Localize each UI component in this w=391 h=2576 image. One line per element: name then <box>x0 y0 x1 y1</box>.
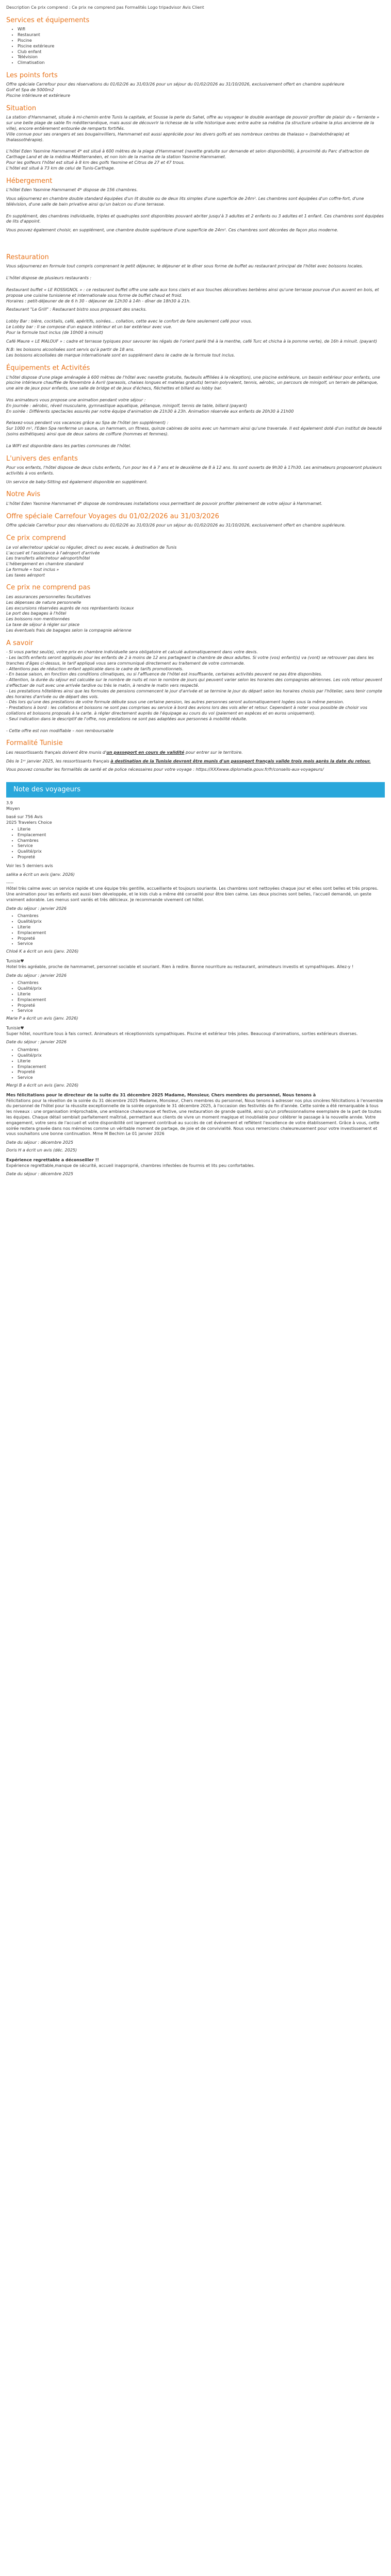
list-item: L'accueil et l'assistance à l'aéroport d'arrivée <box>6 550 100 555</box>
restauration-title: Restauration <box>6 253 49 261</box>
restauration-text: Vous séjournerez en formule tout compris comprenant le petit déjeuner, le déjeuner et le dîner sous forme de buffet au restaurant principal de l'hôtel avec boissons locales. <box>6 264 364 269</box>
loisirs-text: En journée : aérobic, réveil musculaire, gymnastique aquatique, pétanque, minigolf, tennis de table, billard (payant) <box>6 403 247 408</box>
notes-header: Note des voyageurs <box>6 782 385 798</box>
review-date: Date du séjour : janvier 2026 <box>6 973 67 978</box>
page <box>0 0 391 1185</box>
services-title: Services et équipements <box>6 16 90 24</box>
list-item: • Literie <box>18 1059 385 1064</box>
services-section <box>6 16 385 66</box>
review-criteria <box>6 1047 385 1081</box>
list-item: • Propreté <box>18 1003 385 1009</box>
list-item: • Propreté <box>18 936 385 942</box>
restauration-text: N.B: les boissons alcoolisées sont servis qu'à partir de 18 ans. <box>6 347 135 352</box>
list-item: • Club enfant <box>18 49 385 55</box>
restauration-text: Horaires : petit-déjeuner de de 6 h 30 - déjeuner de 12h30 à 14h - dîner de 18h30 à 21h. <box>6 298 191 303</box>
list-item: • Qualité/prix <box>18 919 385 925</box>
list-item: • Qualité/prix <box>18 849 385 855</box>
restauration-text: Le Lobby bar : Il se compose d'un espace intérieur et un bar extérieur avec vue. <box>6 325 172 330</box>
formalite-text: Les ressortissants français doivent être munis d'un passeport en cours de validité pour entrer sur le territoire. <box>6 750 243 755</box>
list-item: • Service <box>18 843 385 849</box>
review-body: Expérience regrettable,manque de sécurité, accueil inapproprié, chambres infestées de fourmis et lits peu confortables. <box>6 1163 255 1168</box>
list-item: Les éventuels frais de bagages selon la compagnie aérienne <box>6 628 132 633</box>
criteria-list <box>6 827 385 860</box>
comprend-section <box>6 534 385 578</box>
review-body: Félicitations pour la réveillon de la soirée du 31 décembre 2025 Madame, Monsieur, Chers membres du personnel, Nous tenons à adresser nos plus sincères félicitations à l'ensemble du personnel de l'hôtel pour la réussite exceptionnelle de la soirée organisée le 31 décembre 2025, à l'occasion des festivités de fin d'année. Cette soirée a été remarquable à tous les niveaux : une organisation irréprochable, une ambiance chaleureuse et festive, une restauration de grande qualité, ainsi qu'un professionnalisme exemplaire de la part de toutes les équipes. Chaque détail semblait parfaitement maîtrisé, permettant aux clients de vivre un moment magique et inoubliable pour célébrer le passage à la nouvelle année. Votre engagement, votre sens de l'accueil et votre disponibilité ont largement contribué au succès de cet événement et reflètent l'excellence de votre établissement. Grâce à vous, cette soirée restera gravée dans nos mémoires comme un véritable moment de partage, de joie et de convivialité. Nous vous remercions chaleureusement pour votre investissement et vous souhaitons une bonne continuation. Mme M Bechim Le 01 janvier 2026 <box>6 1098 383 1137</box>
list-item: - Prestations à bord : les collations et boissons ne sont pas comprises au service à bord des avions lors des vols aller et retour. Cependant à noter vous possible de choisir vos collations et boissons proposés à la carte. à régler directement auprès de l'équipage au cours du vol (paiement en espèces et en euros uniquement). <box>6 705 367 716</box>
services-list <box>6 27 385 66</box>
points-forts-text: Piscine intérieure et extérieure <box>6 93 71 98</box>
formalite-section <box>6 739 385 773</box>
list-item: • Chambres <box>18 1047 385 1053</box>
review-date: Date du séjour : janvier 2026 <box>6 906 67 911</box>
points-forts-text: Golf et Spa de 5000m2 <box>6 88 54 93</box>
list-item: Les taxes aéroport <box>6 572 45 578</box>
review <box>6 1158 385 1177</box>
loisirs-text: Relaxez-vous pendant vos vacances grâce au Spa de l'hôtel (en supplément) : <box>6 420 169 426</box>
hebergement-text: Vous séjournerez en chambre double standard équipées d'un lit double ou de deux lits simples d'une superficie de 24m². Les chambres sont équipées d'un coffre-fort, d'une télévision, d'une salle de bain privative ainsi qu'un balcon ou d'une terrasse. <box>6 196 364 207</box>
review-title: Expérience regrettable a déconseiller !! <box>6 1157 99 1162</box>
formalite-link[interactable]: Vous pouvez consulter les formalités de santé et de police nécessaires pour votre voyage : https://XXXwww.diplomatie.gouv.fr/fr/conseils-aux-voyageurs/ <box>6 767 324 772</box>
offre-section <box>6 512 385 529</box>
situation-text: La station d'Hammamet, située à mi-chemin entre Tunis la capitale, et Sousse la perle du Sahel, offre au voyageur le double avantage de pouvoir profiter de plaisir du « farniente » sur une belle plage de sable fin méditerranéique, mais aussi de découvrir la richesse de la ville historique avec entre autre sa médina (la structure urbaine la plus ancienne de la ville), encore entièrement entourée de remparts fortifiés. <box>6 115 380 131</box>
list-item: - Seul indication dans le descriptif de l'offre, nos prestations ne sont pas adaptées aux personnes à mobilité réduite. <box>6 716 248 721</box>
list-item: • Emplacement <box>18 997 385 1003</box>
list-item: • Literie <box>18 925 385 930</box>
enfants-text: Pour vos enfants, l'hôtel dispose de deux clubs enfants, l'un pour les 4 à 7 ans et le deuxième de 8 à 12 ans. Ils sont ouverts de 9h30 à 17h30. Les animateurs proposeront plusieurs activités à vos enfants. <box>6 465 382 476</box>
points-forts-section <box>6 71 385 99</box>
list-item: • Service <box>18 1008 385 1014</box>
restauration-text: Restaurant "Le Grill" : Restaurant bistro sous proposant des snacks. <box>6 307 147 312</box>
formalite-title: Formalité Tunisie <box>6 739 63 748</box>
list-item: - Les lactifs enfants seront appliqués pour les enfants de 2 à moins de 12 ans partageant la chambre de deux adultes. Si votre (vos) enfant(s) va (vont) se retrouver pas dans les tranches d'âges ci-dessus, le tarif appliqué vous sera communiqué directement au traitement de votre commande. <box>6 655 374 666</box>
review-body: Super hôtel, nourriture tous à fais correct. Animateurs et réceptionnists sympathiques. Piscine et extérieur très jolies. Beaucoup d'animations, sorties extérieurs diverses. <box>6 1031 358 1036</box>
review <box>6 886 385 955</box>
review-author: salika a écrit un avis (janv. 2026) <box>6 872 75 877</box>
list-item: - Les prestations hôtelières ainsi que les formules de pensions commencent le jour d'arrivée et se termine le jour du départ selon les horaires choisis par l'hôtelier, sans tenir compte des horaires d'arrivée ou de départ des vols. <box>6 688 382 699</box>
review-author: Marie P a écrit un avis (janv. 2026) <box>6 1016 78 1021</box>
review-body: Hotel très agréable, proche de hammamet, personnel sociable et souriant. Rien à redire. Bonne nourriture au restaurant, animateurs investis et sympathiques. Allez-y ! <box>6 964 354 969</box>
restauration-text: Lobby Bar : bière, cocktails, café, apéritifs, soirées... collation, cette avec le confort de faire seulement café pour vous. <box>6 319 252 324</box>
list-item: • Emplacement <box>18 833 385 838</box>
hebergement-section <box>6 177 385 233</box>
list-item: • Restaurant <box>18 32 385 38</box>
based-on-text: basé sur 756 Avis <box>6 815 43 820</box>
avis-text: L'hôtel Eden Yasmine Hammamet 4* dispose de nombreuses installations vous permettant de pouvoir profiter pleinement de votre séjour à Hammamet. <box>6 501 322 506</box>
enfants-text: Un service de baby-Sitting est également disponible en supplément. <box>6 479 148 484</box>
loisirs-text: En soirée : Différents spectacles assurés par notre équipe d'animation de 21h30 à 23h. Animation réservée aux enfants de 20h30 à 21h00 <box>6 409 294 414</box>
loisirs-text: Sur 1000 m², l'Eden Spa renferme un sauna, un hammam, un fitness, quinze cabines de soins avec un hammam ainsi qu'une traversée. Il est également doté d'un institut de beauté (soins esthétiques) ainsi que de deux salons de coiffure (hommes et femmes). <box>6 426 382 436</box>
list-item: • Literie <box>18 992 385 997</box>
travelers-choice: 2025 Travelers Choice <box>6 820 52 825</box>
a-savoir-note: - Cette offre est non modifiable – non remboursable <box>6 728 114 733</box>
enfants-section <box>6 454 385 485</box>
list-item: • Emplacement <box>18 930 385 936</box>
review-body: Hôtel très calme avec un service rapide et une équipe très gentille, accueillante et toujours souriante. Les chambres sont nettoyées chaque jour et elles sont belles et très propres. Une animation pour les enfants est aussi bien développée, et le kids club a même été conseillé pour être bien calme. Les deux piscines sont belles, l'accueil demandé, un geste vraiment adorable. Les menus sont variés et très délicieux. Je recommande vivement cet hôtel. <box>6 886 379 902</box>
top-nav-line[interactable]: Description Ce prix comprend : Ce prix ne comprend pas Formalités Logo tripadvisor Avis Client <box>6 5 204 10</box>
list-item: Les assurances personnelles facultatives <box>6 595 91 600</box>
list-item: • Chambres <box>18 980 385 986</box>
list-item: • Chambres <box>18 838 385 844</box>
a-savoir-title: A savoir <box>6 639 34 647</box>
list-item: • Qualité/prix <box>18 986 385 992</box>
review-author: Chloé K a écrit un avis (janv. 2026) <box>6 949 79 954</box>
list-item: • Piscine <box>18 38 385 44</box>
restauration-text: Café Maure « LE MALOUF » : cadre et terrasse typiques pour savourer les régals de l'orient parlé thé à la menthe, café Turc et chicha à la pomme verte), de 16h à minuit. (payant) <box>6 338 377 344</box>
restauration-text: Restaurant buffet « LE ROSSIGNOL » : ce restaurant buffet offre une salle aux tons clairs et aux touches décoratives berbères ainsi qu'une terrasse pourvue d'un auvent en bois, et propose une cuisine tunisienne et internationale sous forme de buffet chaud et froid. <box>6 287 379 298</box>
list-item: - Attention, la durée du séjour est calculée sur le nombre de nuits et non le nombre de jours qui peuvent varier selon les horaires des compagnies aériennes. Les vols retour peuvent s'effectuer de nuit avec une arrivée tardive ou très le matin, à rendre le matin vers respecté. <box>6 677 382 688</box>
hebergement-title: Hébergement <box>6 177 53 185</box>
loisirs-section <box>6 364 385 449</box>
review-title: Tunisie♥ <box>6 958 24 963</box>
notes-section: 3.9 Moyen basé sur 756 Avis 2025 Travelers Choice • Literie • Emplacement • Chambres • Service • Qualité/prix • Propreté Voir les 5 derniers avis salika a écrit un avis (janv. 2026) ----- Hôtel très calme avec un service rapide et une équipe très gentille, accueillante et toujours souriante. Les chambres sont nettoyées chaque jour et elles sont belles et très propres. Une animation pour les enfants est aussi bien développée, et le kids club a même été conseillé pour être bien calme. Les deux piscines sont belles, l'accueil demandé, un geste vraiment adorable. Les menus sont variés et très délicieux. Je recommande vivement cet hôtel. Date du séjour : janvier 2026 • Chambres • Qualité/prix • Literie • Emplacement • Propreté • Service Chloé K a écrit un avis (janv. 2026) Tunisie♥ Hotel très agréable, proche de hammamet, personnel sociable et souriant. Rien à redire. Bonne nourriture au restaurant, animateurs investis et sympathiques. Allez-y ! Date du séjour : janvier 2026 • Chambres • Qualité/prix • Literie • Emplacement • Propreté • Service Marie P a écrit un avis (janv. 2026) Tunisie♥ Super hôtel, nourriture tous à fais correct. Animateurs et réceptionnists sympathiques. Piscine et extérieur très jolies. Beaucoup d'animations, sorties extérieurs diverses. Date du séjour : janvier 2026 • Chambres • Qualité/prix • Literie • Emplacement • Propreté • Service Mergi B a écrit un avis (janv. 2026) Mes félicitations pour le directeur de la suite du 31 décembre 2025 Madame, Monsieur, Chers membres du personnel, Nous tenons à Félicitations pour la réveillon de la soirée du 31 décembre 2025 Madame, Monsieur, Chers membres du personnel, Nous tenons à adresser nos plus sincères félicitations à l'ensemble du personnel de l'hôtel pour la réussite exceptionnelle de la soirée organisée le 31 décembre 2025, à l'occasion des festivités de fin d'année. Cette soirée a été remarquable à tous les niveaux : une organisation irréprochable, une ambiance chaleureuse et festive, une restauration de grande qualité, ainsi qu'un professionnalisme exemplaire de la part de toutes les équipes. Chaque détail semblait parfaitement maîtrisé, permettant aux clients de vivre un moment magique et inoubliable pour célébrer le passage à la nouvelle année. Votre engagement, votre sens de l'accueil et votre disponibilité ont largement contribué au succès de cet événement et reflètent l'excellence de votre établissement. Grâce à vous, cette soirée restera gravée dans nos mémoires comme un véritable moment de partage, de joie et de convivialité. Nous vous remercions chaleureusement pour votre investissement et vous souhaitons une bonne continuation. Mme M Bechim Le 01 janvier 2026 Date du séjour : décembre 2025 Doris H a écrit un avis (déc. 2025) Expérience regrettable a déconseiller !! Expérience regrettable,manque de sécurité, accueil inapproprié, chambres infestées de fourmis et lits peu confortables. Date du séjour : décembre 2025 <box>6 801 385 1177</box>
situation-text: Pour les golfeurs l'hôtel est situé à 8 km des golfs Yasmine et Citrus de 27 et 47 trous. <box>6 160 185 165</box>
review-criteria <box>6 913 385 947</box>
list-item: • Service <box>18 1075 385 1081</box>
offre-text: Offre spéciale Carrefour pour des réservations du 01/02/26 au 31/03/26 pour un séjour du 01/02/2026 au 31/10/2026, exclusivement offert en chambre supérieure. <box>6 523 346 528</box>
list-item: • Service <box>18 941 385 947</box>
list-item: - Si vous partez seul(e), votre prix en chambre individuelle sera obligatoire et calculé automatiquement dans votre devis. <box>6 650 258 655</box>
list-item: Les transferts aller/retour aéroport/hôtel <box>6 556 90 561</box>
situation-text: L'hôtel est situé à 73 km de celui de Tunis-Carthage. <box>6 165 115 171</box>
list-item: • Télévision <box>18 55 385 60</box>
list-item: • Literie <box>18 827 385 833</box>
review-author: Doris H a écrit un avis (déc. 2025) <box>6 1148 77 1153</box>
review-title: Tunisie♥ <box>6 1025 24 1030</box>
situation-section <box>6 104 385 172</box>
points-forts-title: Les points forts <box>6 71 58 79</box>
situation-text: L'hôtel Eden Yasmine Hammamet 4* est situé à 600 mètres de la plage d'Hammamet (navette gratuite sur demande et selon disponibilité), à proximité du Parc d'attraction de Carthage Land et de la médina Méditerranéen, et non loin de la marina de la station Yasmine Hammamet. <box>6 149 369 160</box>
situation-title: Situation <box>6 104 37 112</box>
restauration-section <box>6 253 385 359</box>
list-item: - En basse saison, en fonction des conditions climatiques, ou si l'affluence de l'hôtel est insuffisante, certaines activités peuvent ne pas être disponibles. <box>6 672 322 677</box>
loisirs-text: L'hôtel dispose d'une plage aménagée à 600 mètres de l'hôtel avec navette gratuite, fauteuils affiliées à la réception), une piscine extérieure, un bassin extérieur pour enfants, une piscine intérieure chauffée de Novembre à Avril (parasols, chaises longues et matelas gratuits) terrain polyvalent, tennis, aérobic, un parcours de minigolf, un terrain de pétanque, une aire de jeux pour enfants, une salle de bridge et de jeux d'échecs, fléchettes et billard au lobby bar. <box>6 375 380 391</box>
list-item: • Climatisation <box>18 60 385 66</box>
list-item: • Emplacement <box>18 1064 385 1070</box>
loisirs-text: La WIFI est disponible dans les parties communes de l'hôtel. <box>6 443 132 448</box>
avis-title: Notre Avis <box>6 490 41 499</box>
hebergement-text: Vous pouvez également choisir, en supplément, une chambre double supérieure d'une superficie de 24m². Ces chambres sont décorées de façon plus moderne. <box>6 228 338 233</box>
review-date: Date du séjour : décembre 2025 <box>6 1140 74 1145</box>
hebergement-text: L'hôtel Eden Yasmine Hammamet 4* dispose de 156 chambres. <box>6 188 138 193</box>
list-item: La taxe de séjour à régler sur place <box>6 622 80 628</box>
review-title: Mes félicitations pour le directeur de la suite du 31 décembre 2025 Madame, Monsieur, Chers membres du personnel, Nous tenons à <box>6 1092 316 1097</box>
enfants-title: L'univers des enfants <box>6 454 78 463</box>
avis-section <box>6 490 385 506</box>
offre-title: Offre spéciale Carrefour Voyages du 01/02/2026 au 31/03/2026 <box>6 512 219 520</box>
loisirs-title: Équipements et Activités <box>6 364 90 372</box>
see-all-reviews-link[interactable]: Voir les 5 derniers avis <box>6 863 53 868</box>
list-item: Les excursions réservées auprès de nos représentants locaux <box>6 605 134 611</box>
points-forts-text: Offre spéciale Carrefour pour des réservations du 01/02/26 au 31/03/26 pour un séjour du 01/02/2026 au 31/10/2026, exclusivement offert en chambre supérieure <box>6 82 345 87</box>
review-criteria <box>6 980 385 1014</box>
review-author: Mergi B a écrit un avis (janv. 2026) <box>6 1083 79 1088</box>
list-item: • Piscine extérieure <box>18 44 385 49</box>
restauration-text: Pour la formule tout inclus (de 10h00 à minuit) <box>6 330 104 335</box>
score-label: Moyen <box>6 806 20 811</box>
review-date: Date du séjour : décembre 2025 <box>6 1172 74 1177</box>
list-item: • Propreté <box>18 855 385 860</box>
list-item: • Qualité/prix <box>18 1053 385 1059</box>
list-item: - Dès lors qu'une des prestations de votre formule débute sous une certaine pension, les autres personnes seront automatiquement logées sous la même pension. <box>6 700 345 705</box>
list-item: • Propreté <box>18 1070 385 1075</box>
comprend-title: Ce prix comprend <box>6 534 66 543</box>
list-item: - Attentions pas de réduction enfant applicable dans le cadre de tarifs promotionnels. <box>6 666 184 671</box>
hebergement-text: En supplément, des chambres individuelle, triples et quadruples sont disponibles pouvant abriter jusqu'à 3 adultes et 2 enfants ou 3 adultes et 1 enfant. Ces chambres sont équipées de lits d'appoint. <box>6 213 384 224</box>
review <box>6 959 385 1022</box>
review <box>6 1026 385 1089</box>
list-item: Le port des bagages à l'hôtel <box>6 611 67 616</box>
score-value: 3.9 <box>6 800 13 805</box>
restauration-text: L'hôtel dispose de plusieurs restaurants : <box>6 276 92 281</box>
list-item: • Chambres <box>18 913 385 919</box>
a-savoir-section <box>6 639 385 734</box>
review-date: Date du séjour : janvier 2026 <box>6 1040 67 1045</box>
formalite-text: Dès le 1ᵉʳ janvier 2025, les ressortissants français à destination de la Tunisie devront être munis d'un passeport français valide trois mois après la date du retour. <box>6 758 371 764</box>
review <box>6 1093 385 1154</box>
list-item: Les dépenses de nature personnelle <box>6 600 82 605</box>
list-item: Le vol aller/retour spécial ou régulier, direct ou avec escale, à destination de Tunis <box>6 545 177 550</box>
loisirs-text: Vos animateurs vous propose une animation pendant votre séjour : <box>6 397 146 402</box>
list-item: • Wifi <box>18 27 385 32</box>
situation-text: Ville connue pour ses orangers et ses bougainvilliers, Hammamet est aussi appréciée pour les divers golfs et ses nombreux centres de thalasso « (balnéothérapie) et thalassothérapie). <box>6 131 350 142</box>
list-item: La formule « tout inclus » <box>6 567 59 572</box>
ne-comprend-title: Ce prix ne comprend pas <box>6 584 91 592</box>
ne-comprend-section <box>6 583 385 633</box>
restauration-text: Les boissons alcoolisées de marque internationale sont en supplément dans le cadre de la formule tout inclus. <box>6 353 235 358</box>
list-item: L'hébergement en chambre standard <box>6 562 84 567</box>
list-item: Les boissons non mentionnées <box>6 617 70 622</box>
